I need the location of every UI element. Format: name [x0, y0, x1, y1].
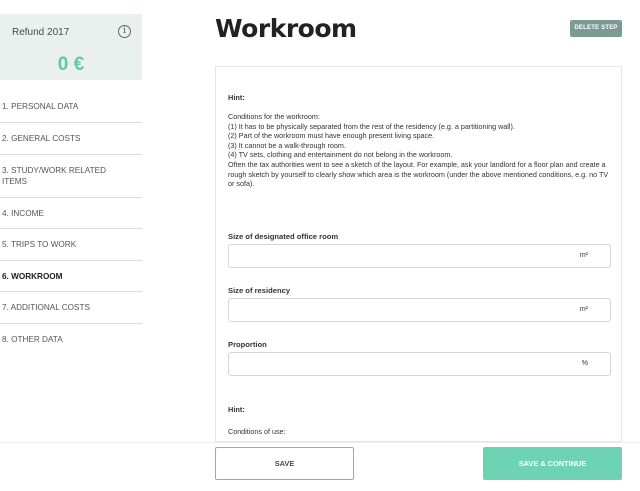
office-room-size-input[interactable] — [229, 245, 569, 267]
refund-amount: 0 € — [57, 54, 85, 75]
proportion-input[interactable] — [229, 353, 569, 375]
hint-label: Hint: — [228, 93, 245, 102]
nav-item-general-costs[interactable]: 2. GENERAL COSTS — [0, 123, 142, 155]
proportion-field — [228, 352, 611, 376]
residency-size-label: Size of residency — [228, 286, 291, 295]
delete-step-button[interactable]: DELETE STEP — [570, 20, 622, 37]
page-title: Workroom — [215, 14, 357, 43]
save-continue-button[interactable]: SAVE & CONTINUE — [483, 447, 622, 480]
residency-size-input[interactable] — [229, 299, 569, 321]
unit-label: % — [581, 360, 588, 367]
nav-item-other-data[interactable]: 8. OTHER DATA — [2, 335, 63, 344]
footer-divider — [0, 442, 640, 443]
unit-label: m² — [579, 306, 588, 313]
nav-item-trips-to-work[interactable]: 5. TRIPS TO WORK — [0, 229, 142, 261]
hint-text: Conditions of use: — [228, 427, 286, 436]
info-icon[interactable]: i — [118, 25, 131, 38]
office-room-size-field — [228, 244, 611, 268]
hint-text: Conditions for the workroom: (1) It has to be physically separated from the rest of the residency (e.g. a partitioning wall). (2) Part of the workroom must have enough present living space. (3) It cannot be a walk-through room. (4) TV sets, clothing and entertainment do not belong in the workroom. Often the tax authorities went to see a sketch of the layout. For example, ask your landlord for a floor plan and create a rough sketch by yourself to clearly show which area is the workroom (under the above mentioned conditions, e.g. no TV or sofa). — [228, 112, 609, 189]
nav-item-income[interactable]: 4. INCOME — [0, 198, 142, 229]
nav-item-additional-costs[interactable]: 7. ADDITIONAL COSTS — [0, 292, 142, 324]
nav-item-personal-data[interactable]: 1. PERSONAL DATA — [0, 90, 142, 123]
proportion-label: Proportion — [228, 340, 267, 349]
refund-summary — [0, 14, 142, 80]
nav-item-workroom[interactable]: 6. WORKROOM — [0, 261, 142, 292]
nav-item-study-work[interactable]: 3. STUDY/WORK RELATED ITEMS — [0, 155, 142, 198]
workroom-form-card — [215, 66, 622, 442]
hint-label: Hint: — [228, 405, 245, 414]
refund-title: Refund 2017 — [12, 27, 70, 38]
residency-size-field — [228, 298, 611, 322]
save-button[interactable]: SAVE — [215, 447, 354, 480]
step-navigation — [0, 90, 142, 355]
office-room-size-label: Size of designated office room — [228, 232, 339, 241]
unit-label: m² — [579, 252, 588, 259]
